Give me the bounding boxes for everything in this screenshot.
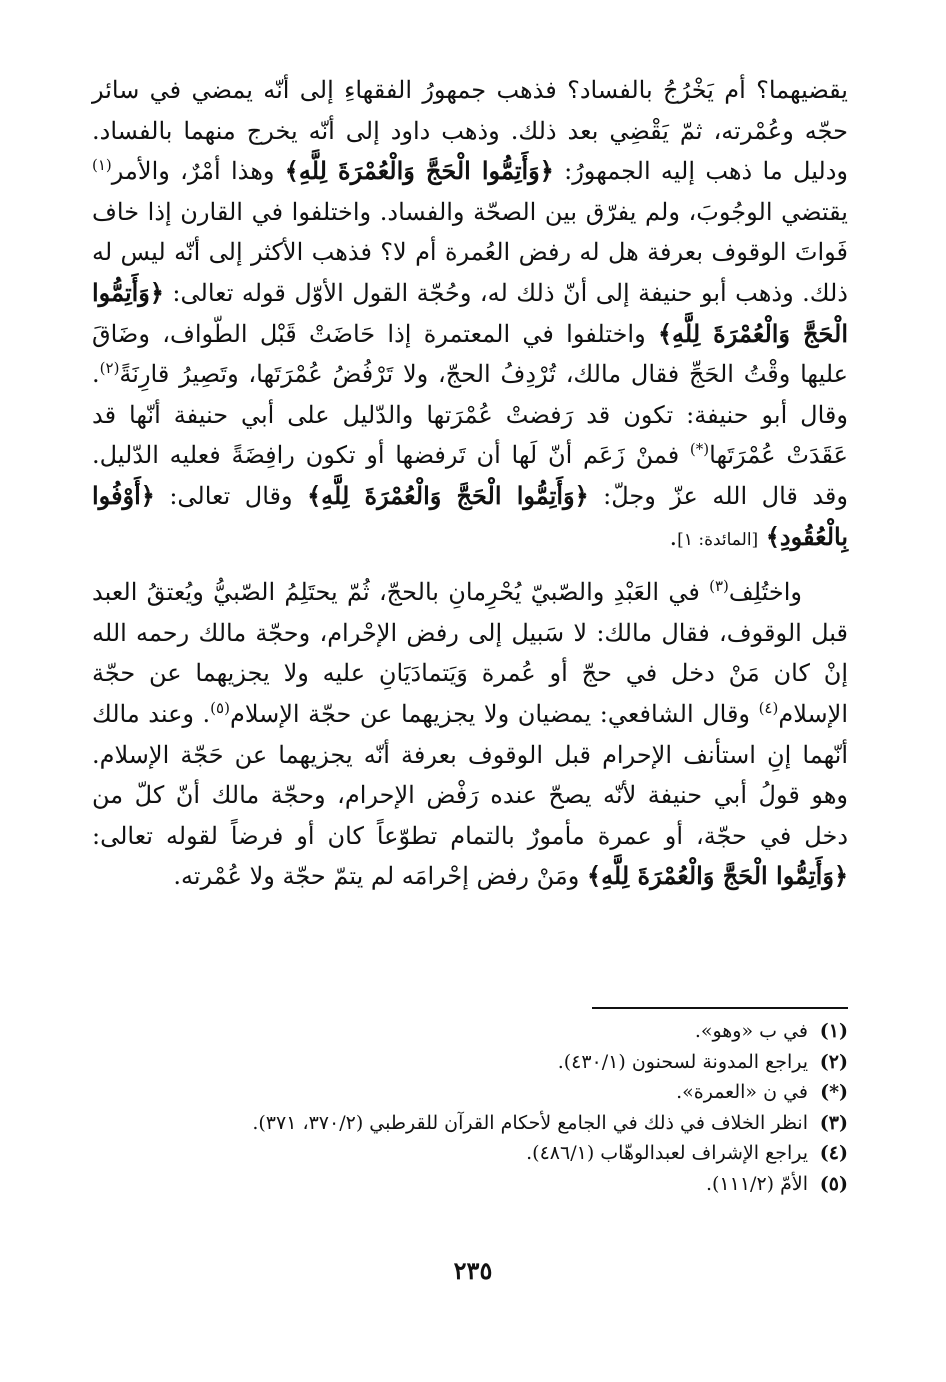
footnote-marker: (٢) (99, 359, 120, 378)
footnote-item (128, 1138, 848, 1169)
footnotes-list (128, 1016, 848, 1200)
paragraph-text: . وعند مالك أنّهما إنِ استأنف الإحرام قبل الوقوف بعرفة أنّه يجزيهما عن حَجّة الإسلام. وهو قولُ أبي حنيفة لأنّه يصحّ عنده رَفْض الإحرام، وحجّة مالك أنّ كلّ من دخل في حجّة، أو عمرة مأمورٌ بالتمام تطوّعاً كان أو فرضاً لقوله تعالى: (92, 699, 848, 850)
paragraph-text: واختلفوا في المعتمرة إذا حَاضَتْ قَبْل الطّواف، وضَاقَ عليها وقْتُ الحَجِّ فقال مالك، تُرْدِفُ الحجّ، ولا تَرْفُضُ عُمْرَتَها، وتَصِيرُ قارِنَةً (92, 319, 848, 389)
paragraph-2 (92, 572, 848, 897)
quran-verse: ﴿وَأَتِمُّوا الْحَجَّ وَالْعُمْرَةَ لِلَّهِ﴾ (92, 277, 849, 348)
paragraph-text: يقتضي الوجُوبَ، ولم يفرّق بين الصحّة والفساد. واختلفوا في القارن إذا خاف فَواتَ الوقوف بعرفة هل له رفض العُمرة أم لا؟ فذهب الأكثر إلى أنّه ليس له ذلك. وذهب أبو حنيفة إلى أنّ ذلك له، وحُجّة القول الأوّل قوله تعالى: (92, 197, 848, 307)
paragraph-text: فمنْ زَعَم أنّ لَها أن تَرفضها أو تكون رافِضَةً فعليه الدّليل. وقد قال الله عزّ وجلّ: (92, 441, 848, 510)
quran-verse: ﴿وَأَتِمُّوا الْحَجَّ وَالْعُمْرَةَ لِلَّهِ﴾ (587, 861, 848, 891)
quran-verse: ﴿وَأَتِمُّوا الْحَجَّ وَالْعُمْرَةَ لِلَّهِ﴾ (307, 480, 589, 510)
paragraph-text: في العَبْدِ والصّبيّ يُحْرِمانِ بالحجّ، ثُمّ يحتَلِمُ الصّبيُّ ويُعتقُ العبد قبل الوقوف، فقال مالك: لا سَبيل إلى رفض الإحْرام، وحجّة مالك رحمه الله إنْ كان مَنْ دخل في حجّ أو عُمرة وَيَتمادَيَانِ عليه ولا يجزيهما عن حجّة الإسلام (92, 578, 848, 728)
paragraph-text: . وقال أبو حنيفة: تكون قد رَفضتْ عُمْرَتها والدّليل على أبي حنيفة أنّها قد عَقَدَتْ عُمْرَتَها (92, 360, 848, 470)
footnote-text: انظر الخلاف في ذلك في الجامع لأحكام القرآن للقرطبي (٣٧٠/٢، ٣٧١). (252, 1111, 808, 1134)
paragraph-text: واختُلِف (728, 578, 803, 607)
footnote-item (128, 1108, 848, 1139)
paragraph-text: وقال الشافعي: يمضيان ولا يجزيهما عن حجّة الإسلام (229, 699, 759, 728)
paragraph-text: وقال تعالى: (154, 481, 308, 510)
footnote-text: في ب «وهو». (694, 1020, 808, 1042)
quran-verse: ﴿وَأَتِمُّوا الْحَجَّ وَالْعُمْرَةَ لِلَّهِ﴾ (284, 156, 554, 186)
footnote-marker: (٤) (758, 698, 779, 717)
footnote-marker: (٣) (709, 577, 729, 596)
footnote-separator (592, 1007, 848, 1009)
footnote-marker: (١) (92, 156, 112, 175)
footnote-number: (٣) (819, 1111, 848, 1134)
page-number: ٢٣٥ (453, 1256, 493, 1285)
footnote-item (128, 1077, 848, 1108)
footnote-text: يراجع المدونة لسحنون (٤٣٠/١). (557, 1050, 808, 1073)
footnote-marker: (*) (689, 440, 710, 459)
paragraph-text: يقضيهما؟ أم يَخْرُجُ بالفساد؟ فذهب جمهورُ الفقهاءِ إلى أنّه يمضي في سائر حجّه وعُمْرته، ثمّ يَقْضِي بعد ذلك. وذهب داود إلى أنّه يخرج منهما بالفساد. ودليل ما ذهب إليه الجمهورُ: (92, 76, 849, 186)
paragraph-text: ومَنْ رفض إحْرامَه لم يتمّ حجّة ولا عُمْرته. (173, 862, 587, 891)
footnote-number: (٢) (819, 1050, 848, 1073)
footnote-item (128, 1169, 848, 1200)
verse-citation: [المائدة: ١] (677, 529, 759, 550)
footnote-number: (١) (819, 1020, 848, 1042)
footnote-item (128, 1016, 848, 1047)
footnote-marker: (٥) (210, 698, 230, 717)
paragraph-text: وهذا أمْرٌ، والأمر (111, 157, 285, 186)
footnote-number: (٥) (819, 1172, 848, 1195)
page-body (92, 70, 848, 897)
quran-verse: ﴿أَوْفُوا بِالْعُقُودِ﴾ (92, 480, 848, 551)
footnote-number: (٤) (819, 1142, 848, 1165)
footnote-item (128, 1047, 848, 1078)
paragraph-text: . (669, 522, 678, 551)
footnote-number: (*) (820, 1081, 848, 1104)
footnote-text: في ن «العمرة». (676, 1081, 808, 1104)
paragraph-text (758, 523, 766, 551)
footnote-text: الأمّ (١١١/٢). (705, 1172, 808, 1195)
paragraph-1 (92, 70, 848, 560)
footnote-text: يراجع الإشراف لعبدالوهّاب (٤٨٦/١). (526, 1142, 808, 1165)
